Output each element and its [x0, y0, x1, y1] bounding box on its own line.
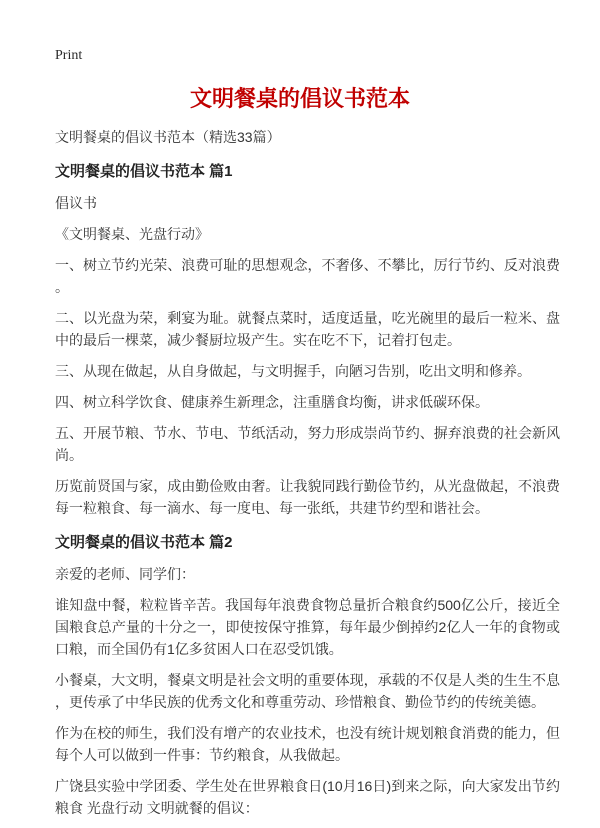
- paragraph: 五、开展节粮、节水、节电、节纸活动，努力形成崇尚节约、摒弃浪费的社会新风尚。: [55, 425, 560, 463]
- page-title: 文明餐桌的倡议书范本: [189, 86, 410, 111]
- paragraph: 小餐桌，大文明，餐桌文明是社会文明的重要体现，承载的不仅是人类的生生不息，更传承了中华民族的优秀文化和尊重劳动、珍惜粮食、勤俭节约的传统美德。: [55, 672, 560, 710]
- paragraph: 三、从现在做起，从自身做起，与文明握手，向陋习告别，吃出文明和修养。: [55, 363, 531, 379]
- section-1: [0, 161, 600, 519]
- paragraph: 历览前贤国与家，成由勤俭败由奢。让我貌同践行勤俭节约，从光盘做起，不浪费每一粒粮食、每一滴水、每一度电、每一张纸，共建节约型和谐社会。: [55, 478, 560, 516]
- print-link[interactable]: Print: [55, 48, 83, 63]
- paragraph: 《文明餐桌、光盘行动》: [55, 226, 209, 242]
- subtitle: 文明餐桌的倡议书范本（精选33篇）: [55, 129, 281, 145]
- paragraph: 四、树立科学饮食、健康养生新理念，注重膳食均衡，讲求低碳环保。: [55, 394, 489, 410]
- section-2: [0, 532, 600, 819]
- section-heading: 文明餐桌的倡议书范本 篇2: [55, 534, 233, 551]
- section-heading: 文明餐桌的倡议书范本 篇1: [55, 163, 233, 180]
- paragraph: 作为在校的师生，我们没有增产的农业技术，也没有统计规划粮食消费的能力，但每个人可以做到一件事：节约粮食，从我做起。: [55, 725, 560, 763]
- paragraph: 二、以光盘为荣，剩宴为耻。就餐点菜时，适度适量，吃光碗里的最后一粒米、盘中的最后一棵菜，减少餐厨垃圾产生。实在吃不下，记着打包走。: [55, 310, 560, 348]
- paragraph: 亲爱的老师、同学们：: [55, 566, 195, 582]
- paragraph: 一、树立节约光荣、浪费可耻的思想观念，不奢侈、不攀比，厉行节约、反对浪费。: [55, 257, 560, 295]
- paragraph: 广饶县实验中学团委、学生处在世界粮食日(10月16日)到来之际，向大家发出节约粮食 光盘行动 文明就餐的倡议：: [55, 778, 560, 816]
- paragraph: 谁知盘中餐，粒粒皆辛苦。我国每年浪费食物总量折合粮食约500亿公斤，接近全国粮食总产量的十分之一，即使按保守推算，每年最少倒掉约2亿人一年的食物或口粮，而全国仍有1亿多贫困人口在忍受饥饿。: [55, 597, 560, 657]
- paragraph: 倡议书: [55, 195, 97, 211]
